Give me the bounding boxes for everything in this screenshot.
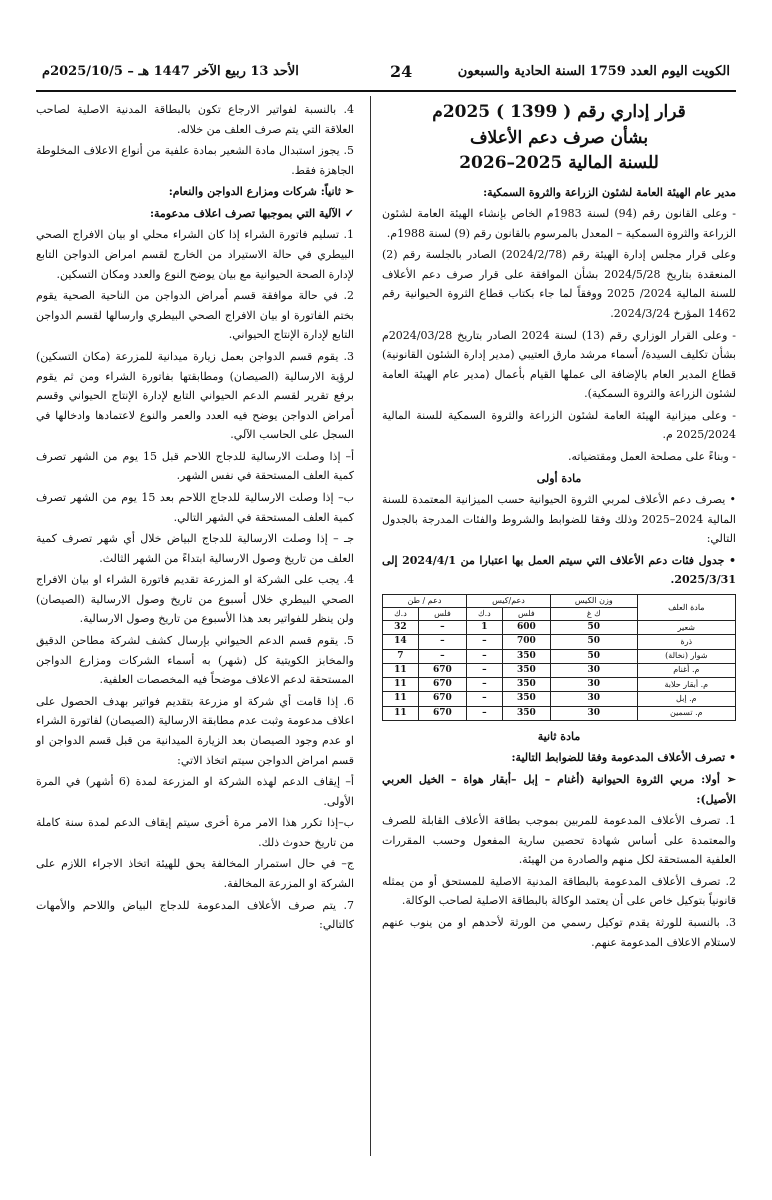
paragraph: - وعلى ميزانية الهيئة العامة لشئون الزراعة والثروة السمكية للسنة المالية 2025/2024 م. (382, 408, 736, 442)
table-cell: – (467, 706, 503, 720)
table-cell: 50 (550, 621, 637, 635)
list-item: 1. تسليم فاتورة الشراء إذا كان الشراء محلي او بيان الافراج الصحي البيطري في حالة الاستيراد من الخارج لقسم امراض الدواجن التابع لإدارة الصحة الحيوانية مع بيان يوضح النوع والعدد ومكان التسكين. (36, 228, 354, 281)
table-cell: 670 (418, 692, 466, 706)
list-item: 3. يقوم قسم الدواجن بعمل زيارة ميدانية للمزرعة (مكان التسكين) لرؤية الارسالية (الصيصان) ومطابقتها بفاتورة الشراء ومن ثم يقوم برفع تقرير لقسم الدعم الحيواني التابع لإدارة الإنتاج الحيواني وقسم أمراض الدواجن يوضح فيه العدد والعمر والنوع لاعتمادها وادخالها في السجل على الحاسب الآلي. (36, 349, 354, 442)
table-cell: 50 (550, 635, 637, 649)
page-number: 24 (390, 62, 413, 81)
list-item: 5. يجوز استبدال مادة الشعير بمادة علفية من أنواع الاعلاف المخلوطة الجاهزة فقط. (36, 144, 354, 177)
table-row (383, 621, 736, 635)
section-heading: ✓ الآلية التي بموجبها تصرف اعلاف مدعومة: (149, 206, 354, 220)
table-header: دعم/كيس (467, 595, 551, 608)
table-cell: – (467, 678, 503, 692)
table-row (383, 706, 736, 720)
table-cell: 350 (502, 678, 550, 692)
paragraph: - وعلى القرار الوزاري رقم (13) لسنة 2024 الصادر بتاريخ 2024/03/28م بشأن تكليف السيدة/ أسماء مرشد مارق العتيبي (مدير إدارة الشئون القانونية) قطاع المدير العام بالإضافة الى عملها القيام بأعمال (مدير عام الهيئة العامة لشئون الزراعة والثروة السمكية). (382, 328, 736, 401)
table-row (383, 663, 736, 677)
list-item: جـ – إذا وصلت الارسالية للدجاج البياض خلال أي شهر تصرف كمية العلف من تاريخ وصول الارسالية ابتداءً من الشهر الثالث. (36, 532, 354, 565)
list-item: أ– إذا وصلت الارسالية للدجاج اللاحم قبل 15 يوم من الشهر تصرف كمية العلف المستحقة في نفس الشهر. (36, 449, 354, 483)
table-cell: 30 (550, 692, 637, 706)
article-item: • تصرف الأعلاف المدعومة وفقا للضوابط التالية: (511, 751, 736, 765)
table-cell: م. تسمين (637, 706, 735, 720)
article-item: 2. تصرف الأعلاف المدعومة بالبطاقة المدنية الاصلية للمستحق أو من يمثله قانونياً بتوكيل خاص على أن يعتمد الوكالة بالبطاقة الاصلية لصاحب الوكالة. (382, 874, 736, 908)
title-line: قرار إداري رقم ( 1399 ) 2025م (432, 102, 686, 122)
list-item: ب–إذا تكرر هذا الامر مرة أخرى سيتم إيقاف الدعم لمدة سنة كاملة من تاريخ حدوث ذلك. (36, 816, 354, 849)
table-cell: – (467, 649, 503, 663)
table-row (383, 649, 736, 663)
table-cell: 50 (550, 649, 637, 663)
list-item: ج– في حال استمرار المخالفة يحق للهيئة اتخاذ الاجراء اللازم على الشركة او المزرعة المخالفة. (36, 857, 354, 890)
table-cell: 11 (383, 663, 419, 677)
list-item: ب– إذا وصلت الارسالية للدجاج اللاحم بعد 15 يوم من الشهر تصرف كمية العلف المستحقة في الشهر التالي. (36, 490, 354, 524)
article-heading: مادة ثانية (537, 729, 581, 743)
article-item: 1. تصرف الأعلاف المدعومة للمربين بموجب بطاقة الأعلاف القابلة للصرف والمعتمدة على أساس شهادة تحصين سارية المفعول وحسب المقررات العلفية المستحقة لكل منهم والصادرة من الهيئة. (382, 814, 736, 867)
title-line: للسنة المالية 2025–2026 (459, 153, 659, 173)
table-cell: 14 (383, 635, 419, 649)
table-cell: 30 (550, 678, 637, 692)
table-subheader: فلس (418, 608, 466, 621)
list-item: 5. يقوم قسم الدعم الحيواني بإرسال كشف لشركة مطاحن الدقيق والمخابز الكويتية كل (شهر) به أسماء الشركات ومزارع الدواجن المستحقة لدعم الاعلاف موضحاً فيه المخصصات العلفية. (36, 634, 354, 687)
table-cell: – (467, 692, 503, 706)
table-cell: – (467, 635, 503, 649)
table-cell: 350 (502, 649, 550, 663)
list-item: 6. إذا قامت أي شركة او مزرعة بتقديم فواتير بهدف الحصول على اعلاف مدعومة وثبت عدم مطابقة الارسالية (الصيصان) لفاتورة الشراء او عدم وجود الصيصان بعد الزيارة الميدانية من قبل قسم الدواجن او قسم امراض الدواجن سيتم اتخاذ الاتي: (36, 694, 354, 767)
table-header: وزن الكيس (550, 595, 637, 608)
right-column (382, 100, 736, 954)
table-cell: – (418, 621, 466, 635)
table-subheader: ك غ (550, 608, 637, 621)
header-rule (36, 90, 736, 92)
table-cell: 7 (383, 649, 419, 663)
table-cell: 700 (502, 635, 550, 649)
table-cell: م. إبل (637, 692, 735, 706)
table-cell: 30 (550, 663, 637, 677)
article-item: ➢ أولا: مربي الثروة الحيوانية (أغنام – إبل –أبقار هواة – الخيل العربي الأصيل): (382, 772, 736, 806)
table-cell: 11 (383, 678, 419, 692)
table-cell: 670 (418, 663, 466, 677)
table-subheader: د.ك (383, 608, 419, 621)
list-item: 2. في حالة موافقة قسم أمراض الدواجن من الناحية الصحية يقوم بختم الفاتورة او بيان الافراج الصحي البيطري وارسالها لقسم الدواجن التابع لإدارة الإنتاج الحيواني. (36, 289, 354, 342)
paragraph: - وبناءً على مصلحة العمل ومقتضياته. (567, 450, 736, 464)
article-item: • يصرف دعم الأعلاف لمربي الثروة الحيوانية حسب الميزانية المعتمدة للسنة المالية 2024–2025 وذلك وفقا للضوابط والشروط والفئات المدرجة بالجدول التالي: (382, 493, 736, 546)
feed-subsidy-table (382, 594, 736, 721)
table-cell: م. أبقار حلابة (637, 678, 735, 692)
left-column (36, 100, 354, 937)
page-header (42, 62, 730, 84)
column-divider (370, 96, 371, 1156)
article-item: 3. بالنسبة للورثة يقدم توكيل رسمي من الورثة لأحدهم او من ينوب عنهم لاستلام الاعلاف المدعومة عنهم. (382, 916, 736, 949)
table-cell: – (418, 635, 466, 649)
table-cell: 350 (502, 706, 550, 720)
table-cell: شوار (نخالة) (637, 649, 735, 663)
table-cell: 32 (383, 621, 419, 635)
table-cell: 30 (550, 706, 637, 720)
table-cell: شعير (637, 621, 735, 635)
list-item: أ– إيقاف الدعم لهذه الشركة او المزرعة لمدة (6 أشهر) في المرة الأولى. (36, 775, 354, 808)
list-item: 4. يجب على الشركة او المزرعة تقديم فاتورة الشراء او بيان الافراج الصحي البيطري خلال أسبوع من تاريخ وصول الارسالية (الصيصان) ولن ينظر للفواتير بعد هذا الأسبوع من تاريخ وصول الارسالية. (36, 573, 354, 626)
table-cell: م. أغنام (637, 663, 735, 677)
table-cell: 670 (418, 706, 466, 720)
table-cell: 350 (502, 692, 550, 706)
list-item: 4. بالنسبة لفواتير الارجاع تكون بالبطاقة المدنية الاصلية لصاحب العلاقة التي يتم صرف العلف من خلاله. (36, 103, 354, 136)
paragraph: وعلى قرار مجلس إدارة الهيئة رقم (2024/2/78) الصادر بالجلسة رقم (2) المنعقدة بتاريخ 2024/5/28 بشأن الموافقة على قرار صرف دعم الأعلاف للسنة المالية 2024/ 2025 ووفقاً لما جاء بكتاب قطاع الثروة الحيوانية رقم 1462 المؤرخ 2024/3/24. (382, 248, 737, 320)
table-cell: 11 (383, 692, 419, 706)
table-header: دعم / طن (383, 595, 467, 608)
title-line: بشأن صرف دعم الأعلاف (469, 127, 649, 148)
table-subheader: د.ك (467, 608, 503, 621)
table-cell: ذرة (637, 635, 735, 649)
table-cell: 1 (467, 621, 503, 635)
table-cell: 670 (418, 678, 466, 692)
header-issue: الكويت اليوم العدد 1759 السنة الحادية والسبعون (457, 64, 730, 79)
table-cell: 11 (383, 706, 419, 720)
table-header-row (383, 595, 736, 608)
table-row (383, 692, 736, 706)
article-heading: مادة أولى (536, 471, 582, 485)
list-item: 7. يتم صرف الأعلاف المدعومة للدجاج البياض واللاحم والأمهات كالتالي: (36, 898, 354, 932)
article-item: • جدول فئات دعم الأعلاف التي سيتم العمل بها اعتبارا من 2024/4/1 إلى 2025/3/31. (382, 553, 737, 587)
table-subheader: فلس (502, 608, 550, 621)
table-header: مادة العلف (637, 595, 735, 621)
header-date: الأحد 13 ربيع الآخر 1447 هـ – 2025/10/5م (42, 64, 299, 79)
decree-title (382, 100, 736, 177)
table-cell: – (467, 663, 503, 677)
paragraph: - وعلى القانون رقم (94) لسنة 1983م الخاص بإنشاء الهيئة العامة لشئون الزراعة والثروة السمكية – المعدل بالمرسوم بالقانون رقم (9) لسنة 1988م. (382, 207, 736, 240)
table-cell: – (418, 649, 466, 663)
table-row (383, 635, 736, 649)
table-cell: 600 (502, 621, 550, 635)
paragraph: مدير عام الهيئة العامة لشئون الزراعة والثروة السمكية: (483, 185, 736, 199)
table-row (383, 678, 736, 692)
table-cell: 350 (502, 663, 550, 677)
section-heading: ➢ ثانياً: شركات ومزارع الدواجن والنعام: (168, 185, 354, 199)
